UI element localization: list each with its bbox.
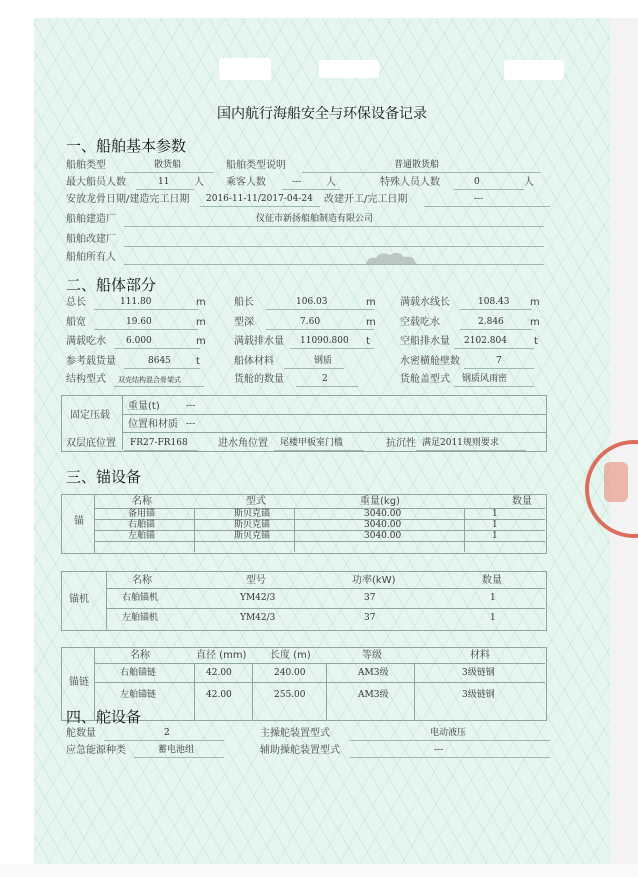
windlass-header-power: 功率(kW) — [352, 575, 396, 586]
unsinkability-label: 抗沉性 — [386, 438, 416, 449]
aux-steering-value: --- — [434, 745, 444, 755]
chain-header-name: 名称 — [130, 650, 150, 661]
page-bottom-shadow — [0, 864, 638, 877]
anchor-row-name: 备用锚 — [128, 509, 156, 519]
windlass-row-model: YM42/3 — [240, 613, 276, 623]
converter-label: 船舶改建厂 — [66, 234, 116, 245]
builder-value: 仪征市新扬船舶制造有限公司 — [256, 214, 374, 224]
double-bottom-value: FR27-FR168 — [130, 438, 188, 448]
document-page — [34, 18, 610, 864]
hull-material-value: 钢质 — [314, 356, 333, 366]
main-steering-value: 电动液压 — [430, 728, 467, 738]
max-persons-value: 11 — [158, 177, 170, 187]
chain-row-material: 3级链钢 — [462, 690, 495, 700]
ship-type-value: 散货船 — [154, 160, 182, 170]
double-bottom-label: 双层底位置 — [66, 438, 116, 449]
anchor-row-count: 1 — [492, 509, 498, 519]
fixed-ballast-label: 固定压载 — [70, 410, 110, 421]
max-persons-label: 最大船员人数 — [66, 177, 126, 188]
windlass-row-count: 1 — [490, 593, 496, 603]
ballast-weight-value: --- — [186, 401, 196, 411]
unit-label: 人 — [194, 177, 204, 188]
light-displacement-value: 2102.804 — [464, 336, 507, 346]
section-heading-rudder: 四、舵设备 — [66, 708, 142, 726]
special-persons-value: 0 — [474, 177, 480, 187]
unit-label: m — [366, 297, 376, 308]
unit-label: t — [366, 336, 370, 347]
chain-row-name: 左舶锚链 — [120, 690, 157, 700]
bulkheads-value: 7 — [496, 356, 502, 366]
flooding-angle-label: 进水角位置 — [218, 438, 268, 449]
chain-row-length: 255.00 — [274, 690, 306, 700]
emergency-power-value: 蓄电池组 — [158, 745, 195, 755]
full-displacement-value: 11090.800 — [300, 336, 349, 346]
anchor-row-type: 斯贝克锚 — [234, 531, 271, 541]
light-draft-value: 2.846 — [478, 317, 504, 327]
chain-row-grade: AM3级 — [358, 668, 389, 678]
chain-header-diameter: 直径 (mm) — [196, 650, 247, 661]
breadth-label: 船宽 — [66, 317, 86, 328]
hatch-label: 货舱盖型式 — [400, 374, 450, 385]
full-displacement-label: 满载排水量 — [234, 336, 284, 347]
hatch-value: 钢质风雨密 — [462, 374, 508, 384]
anchor-row-count: 1 — [492, 520, 498, 530]
lbp-label: 船长 — [234, 297, 254, 308]
cloud-watermark-icon — [362, 251, 420, 265]
ship-type-label: 船舶类型 — [66, 160, 106, 171]
type-desc-label: 船舶类型说明 — [226, 160, 286, 171]
red-seal-stamp-fill — [604, 462, 628, 502]
unit-label: 人 — [326, 177, 336, 188]
anchor-header-name: 名称 — [132, 496, 152, 507]
chain-row-name: 右舶锚链 — [120, 668, 157, 678]
unit-label: m — [196, 297, 206, 308]
anchor-header-count: 数量 — [512, 496, 532, 507]
unit-label: m — [530, 317, 540, 328]
anchor-row-weight: 3040.00 — [364, 520, 402, 530]
chain-row-material: 3级链钢 — [462, 668, 495, 678]
holds-value: 2 — [322, 374, 328, 384]
unit-label: 人 — [524, 177, 534, 188]
redaction-mark — [219, 58, 271, 80]
full-draft-value: 6.000 — [126, 336, 152, 346]
depth-label: 型深 — [234, 317, 254, 328]
keel-date-label: 安放龙骨日期/建造完工日期 — [66, 194, 190, 205]
anchor-header-weight: 重量(kg) — [360, 496, 400, 507]
anchor-row-type: 斯贝克锚 — [234, 520, 271, 530]
section-heading-hull: 二、船体部分 — [66, 276, 157, 294]
keel-date-value: 2016-11-11/2017-04-24 — [206, 194, 313, 204]
section-heading-anchor: 三、锚设备 — [66, 468, 142, 486]
lwl-label: 满载水线长 — [400, 297, 450, 308]
rudder-count-label: 舵数量 — [66, 728, 96, 739]
unit-label: m — [366, 317, 376, 328]
windlass-row-name: 右舶锚机 — [122, 593, 159, 603]
loa-value: 111.80 — [120, 297, 152, 307]
flooding-angle-value: 尾楼甲板室门槛 — [280, 438, 344, 448]
chain-row-diameter: 42.00 — [206, 690, 232, 700]
redaction-mark — [319, 60, 379, 78]
windlass-row-count: 1 — [490, 613, 496, 623]
structure-value: 双壳结构混合骨架式 — [118, 376, 181, 384]
ballast-position-label: 位置和材质 — [128, 419, 178, 430]
full-draft-label: 满载吃水 — [66, 336, 106, 347]
ballast-position-value: --- — [186, 419, 196, 429]
anchor-row-count: 1 — [492, 531, 498, 541]
section-heading-basic: 一、船舶基本参数 — [66, 137, 187, 155]
unit-label: t — [196, 356, 200, 367]
windlass-row-name: 左舶锚机 — [122, 613, 159, 623]
anchor-group-label: 锚 — [74, 516, 84, 527]
hull-material-label: 船体材料 — [234, 356, 274, 367]
anchor-row-name: 右舶锚 — [128, 520, 156, 530]
special-persons-label: 特殊人员人数 — [380, 177, 440, 188]
depth-value: 7.60 — [300, 317, 321, 327]
emergency-power-label: 应急能源种类 — [66, 745, 126, 756]
windlass-group-label: 锚机 — [69, 594, 89, 605]
document-title: 国内航行海船安全与环保设备记录 — [217, 106, 427, 122]
passengers-label: 乘客人数 — [226, 177, 266, 188]
ref-cargo-label: 参考载货量 — [66, 356, 116, 367]
windlass-header-count: 数量 — [482, 575, 502, 586]
lbp-value: 106.03 — [296, 297, 328, 307]
anchor-row-type: 斯贝克锚 — [234, 509, 271, 519]
aux-steering-label: 辅助操舵装置型式 — [260, 745, 340, 756]
chain-row-diameter: 42.00 — [206, 668, 232, 678]
light-draft-label: 空载吃水 — [400, 317, 440, 328]
chain-header-material: 材料 — [470, 650, 490, 661]
type-desc-value: 普通散货船 — [394, 160, 440, 170]
breadth-value: 19.60 — [126, 317, 152, 327]
windlass-row-model: YM42/3 — [240, 593, 276, 603]
chain-header-length: 长度 (m) — [270, 650, 311, 661]
chain-row-length: 240.00 — [274, 668, 306, 678]
unit-label: m — [530, 297, 540, 308]
bulkheads-label: 水密横舱壁数 — [400, 356, 460, 367]
owner-label: 船舶所有人 — [66, 252, 116, 263]
chain-row-grade: AM3级 — [358, 690, 389, 700]
redaction-mark — [504, 60, 564, 80]
light-displacement-label: 空船排水量 — [400, 336, 450, 347]
windlass-header-model: 型号 — [246, 575, 266, 586]
passengers-value: --- — [292, 177, 302, 187]
windlass-row-power: 37 — [364, 593, 376, 603]
conversion-date-value: --- — [474, 194, 484, 204]
chain-group-label: 锚链 — [69, 677, 89, 688]
lwl-value: 108.43 — [478, 297, 510, 307]
unit-label: t — [534, 336, 538, 347]
main-steering-label: 主操舵装置型式 — [260, 728, 330, 739]
loa-label: 总长 — [66, 297, 86, 308]
anchor-row-weight: 3040.00 — [364, 509, 402, 519]
windlass-header-name: 名称 — [132, 575, 152, 586]
anchor-row-name: 左舶锚 — [128, 531, 156, 541]
unit-label: m — [196, 317, 206, 328]
chain-header-grade: 等级 — [362, 650, 382, 661]
anchor-row-weight: 3040.00 — [364, 531, 402, 541]
holds-label: 货舱的数量 — [234, 374, 284, 385]
conversion-date-label: 改建开工/完工日期 — [324, 194, 408, 205]
ballast-weight-label: 重量(t) — [128, 401, 160, 412]
builder-label: 船舶建造厂 — [66, 214, 116, 225]
windlass-row-power: 37 — [364, 613, 376, 623]
anchor-header-type: 型式 — [246, 496, 266, 507]
unsinkability-value: 满足2011规则要求 — [422, 438, 499, 448]
unit-label: m — [196, 336, 206, 347]
structure-label: 结构型式 — [66, 374, 106, 385]
rudder-count-value: 2 — [164, 728, 170, 738]
ref-cargo-value: 8645 — [148, 356, 171, 366]
